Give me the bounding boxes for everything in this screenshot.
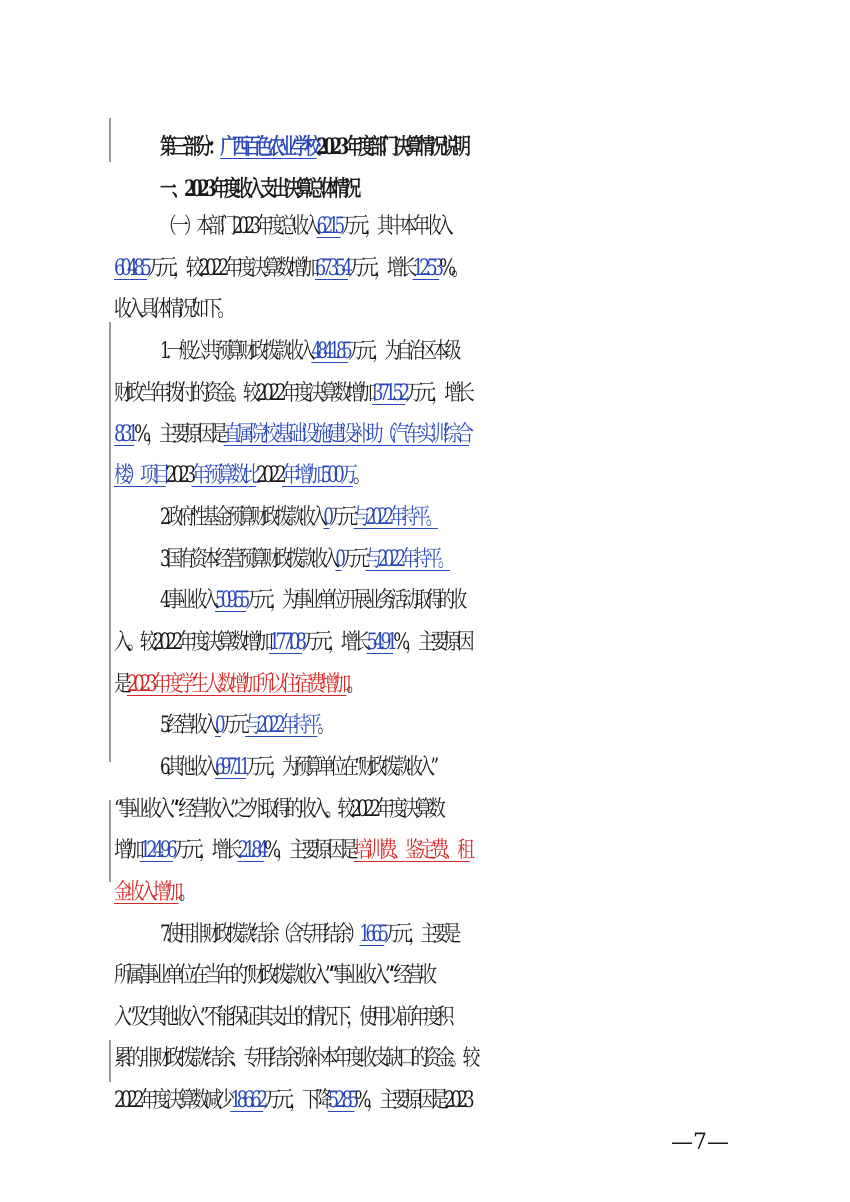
reason-text: 与2022年持平。 xyxy=(365,547,450,572)
subheading: 一、2023年度收入支出决算总体情况 xyxy=(160,176,357,202)
paragraph-line: “事业收入”“经营收入”之外取得的收入。较2022年度决算数 xyxy=(114,797,441,822)
org-name-link[interactable]: 广西百色农业学校 xyxy=(220,134,317,160)
paragraph-line: 入。较2022年度决算数增加177.08万元，增长54.91%，主要原因 xyxy=(114,630,470,655)
paragraph-line: 8.31%，主要原因是直属院校基础设施建设补助（汽车实训综合 xyxy=(114,422,470,447)
value-total-income: 6215 xyxy=(316,214,341,239)
value: 509.55 xyxy=(214,588,246,613)
paragraph-line: 增加124.96万元，增长21.84%，主要原因是培训费、鉴定费、租 xyxy=(114,838,470,863)
value: 697.11 xyxy=(214,755,246,780)
value: 52.85 xyxy=(327,1088,355,1113)
paragraph-line: 入”及“其他收入”不能保证其支出的情况下，使用以前年度积 xyxy=(114,1005,450,1030)
paragraph-line: 财政当年拨付的资金。较2022年度决算数增加371.52万元，增长 xyxy=(114,381,470,406)
value: 177.08 xyxy=(268,630,303,655)
value: 54.91 xyxy=(366,630,394,655)
paragraph-line: 6048.5万元，较2022年度决算数增加673.54万元，增长12.53%。 xyxy=(114,256,465,281)
reason-text-red: 培训费、鉴定费、租 xyxy=(353,838,470,863)
paragraph-line: 1.一般公共预算财政拨款收入4841.85万元，为自治区本级 xyxy=(160,339,457,364)
paragraph-line: 是2023年度学生人数增加所以住宿费增加。 xyxy=(114,672,360,697)
value: 371.52 xyxy=(372,381,406,406)
reason-text-red: 金收入增加 xyxy=(114,880,179,905)
value: 8.31 xyxy=(114,422,135,447)
value: 0 xyxy=(323,505,330,530)
reason-text: 与2022年持平 xyxy=(245,713,318,738)
paragraph-line: 3.国有资本经营预算财政拨款收入0万元与2022年持平。 xyxy=(160,547,450,572)
section-heading: 第三部分：广西百色农业学校2023 年度部门决算情况说明 xyxy=(160,134,467,160)
value: 0 xyxy=(335,547,342,572)
reason-text: 与2022年持平。 xyxy=(353,505,438,530)
value: 4841.85 xyxy=(311,339,349,364)
value: 124.96 xyxy=(139,838,173,863)
reason-text: 楼）项目 xyxy=(114,463,166,488)
reason-text: 年增加500万 xyxy=(281,463,353,488)
reason-text: 年预算数比 xyxy=(191,463,257,488)
value-current-income: 6048.5 xyxy=(114,256,148,281)
paragraph-line: 楼）项目2023年预算数比2022年增加500万。 xyxy=(114,463,366,488)
paragraph-line: 收入具体情况如下。 xyxy=(114,297,231,322)
paragraph-line: 7.使用非财政拨款结余（含专用结余）166.5万元，主要是 xyxy=(160,922,457,947)
reason-text: 直属院校基础设施建设补助（汽车实训综合 xyxy=(223,422,470,447)
paragraph-line: 金收入增加。 xyxy=(114,880,192,905)
value-growth: 12.53 xyxy=(412,256,440,281)
paragraph-line: （一）本部门2023年度总收入6215万元，其中本年收入 xyxy=(160,214,450,239)
value: 21.84 xyxy=(237,838,265,863)
value: 0 xyxy=(214,713,221,738)
value: 186.62 xyxy=(230,1088,264,1113)
paragraph-line: 2.政府性基金预算财政拨款收入0万元与2022年持平。 xyxy=(160,505,438,530)
paragraph-line: 4.事业收入509.55万元，为事业单位开展业务活动取得的收 xyxy=(160,588,463,613)
paragraph-line: 2022年度决算数减少186.62万元，下降52.85%，主要原因是2023 xyxy=(114,1088,470,1113)
paragraph-line: 累的非财政拨款结余、专用结余弥补本年度收支缺口的资金。较 xyxy=(114,1046,476,1071)
value-increase: 673.54 xyxy=(314,256,349,281)
paragraph-line: 6.其他收入697.11万元，为预算单位在“财政拨款收入” xyxy=(160,755,435,780)
paragraph-line: 5.经营收入0万元与2022年持平。 xyxy=(160,713,330,738)
paragraph-line: 所属事业单位在当年的“财政拨款收入”“事业收入”“经营收 xyxy=(114,963,433,988)
page-number: —7— xyxy=(671,1130,729,1155)
value: 166.5 xyxy=(359,922,385,947)
reason-text-red: 2023年度学生人数增加所以住宿费增加 xyxy=(126,672,347,697)
